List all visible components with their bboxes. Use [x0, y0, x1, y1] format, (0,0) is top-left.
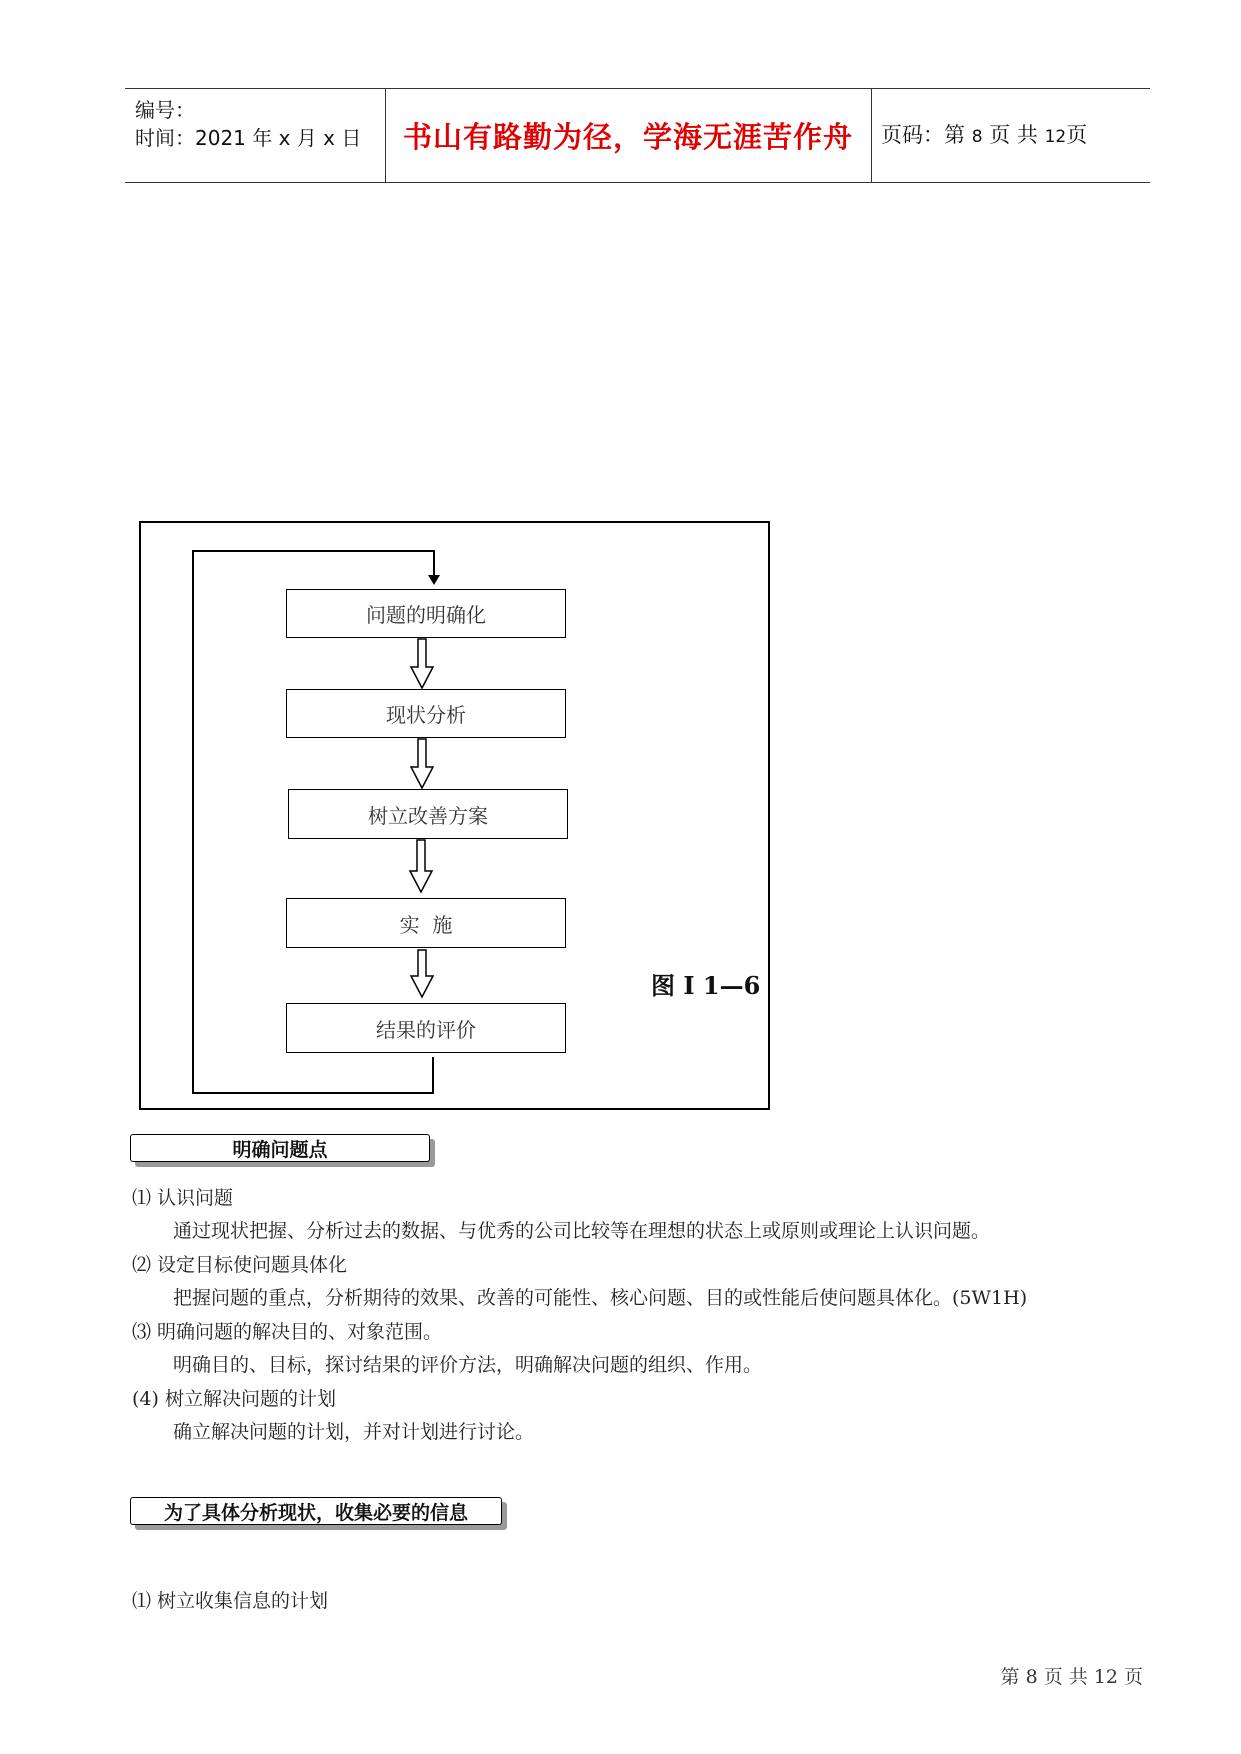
- header-divider: [871, 89, 872, 182]
- flowchart-figure: [139, 521, 770, 1110]
- figure-caption: 图 I 1—6: [651, 971, 761, 1000]
- page-footer: 第 8 页 共 12 页: [1000, 1666, 1143, 1688]
- list-item-body: 明确目的、目标，探讨结果的评价方法，明确解决问题的组织、作用。: [173, 1354, 763, 1376]
- list-item-heading: ⑴ 树立收集信息的计划: [132, 1590, 329, 1612]
- list-item-heading: ⑵ 设定目标使问题具体化: [132, 1254, 348, 1276]
- list-item-body: 把握问题的重点，分析期待的效果、改善的可能性、核心问题、目的或性能后使问题具体化。(5W1H): [173, 1287, 1028, 1309]
- list-item-heading: ⑴ 认识问题: [132, 1187, 234, 1209]
- flow-step-analysis: 现状分析: [286, 689, 566, 738]
- header-page-info: 页码：第 8 页 共 12页: [881, 123, 1088, 147]
- section-banner-clarify-problem: 明确问题点: [130, 1134, 430, 1162]
- feedback-arrow-head: [428, 575, 440, 585]
- section-banner-collect-info: 为了具体分析现状，收集必要的信息: [130, 1497, 502, 1525]
- document-header: [125, 88, 1150, 183]
- flow-step-implement: 实 施: [286, 898, 566, 948]
- flow-step-plan: 树立改善方案: [288, 789, 568, 839]
- list-item-body: 通过现状把握、分析过去的数据、与优秀的公司比较等在理想的状态上或原则或理论上认识问题。: [173, 1220, 991, 1242]
- flow-arrow-icon: [410, 840, 432, 892]
- document-number-label: 编号：: [135, 98, 195, 122]
- flow-arrow-icon: [411, 639, 433, 688]
- list-item-heading: ⑶ 明确问题的解决目的、对象范围。: [132, 1321, 443, 1343]
- flow-step-evaluate: 结果的评价: [286, 1003, 566, 1053]
- document-date: 时间：2021 年 x 月 x 日: [135, 126, 362, 150]
- flow-step-clarify: 问题的明确化: [286, 589, 566, 638]
- list-item-body: 确立解决问题的计划，并对计划进行讨论。: [173, 1421, 535, 1443]
- header-motto: 书山有路勤为径，学海无涯苦作舟: [402, 120, 853, 154]
- flow-arrow-icon: [411, 739, 433, 788]
- flow-arrow-icon: [411, 950, 433, 997]
- list-item-heading: (4) 树立解决问题的计划: [132, 1388, 336, 1410]
